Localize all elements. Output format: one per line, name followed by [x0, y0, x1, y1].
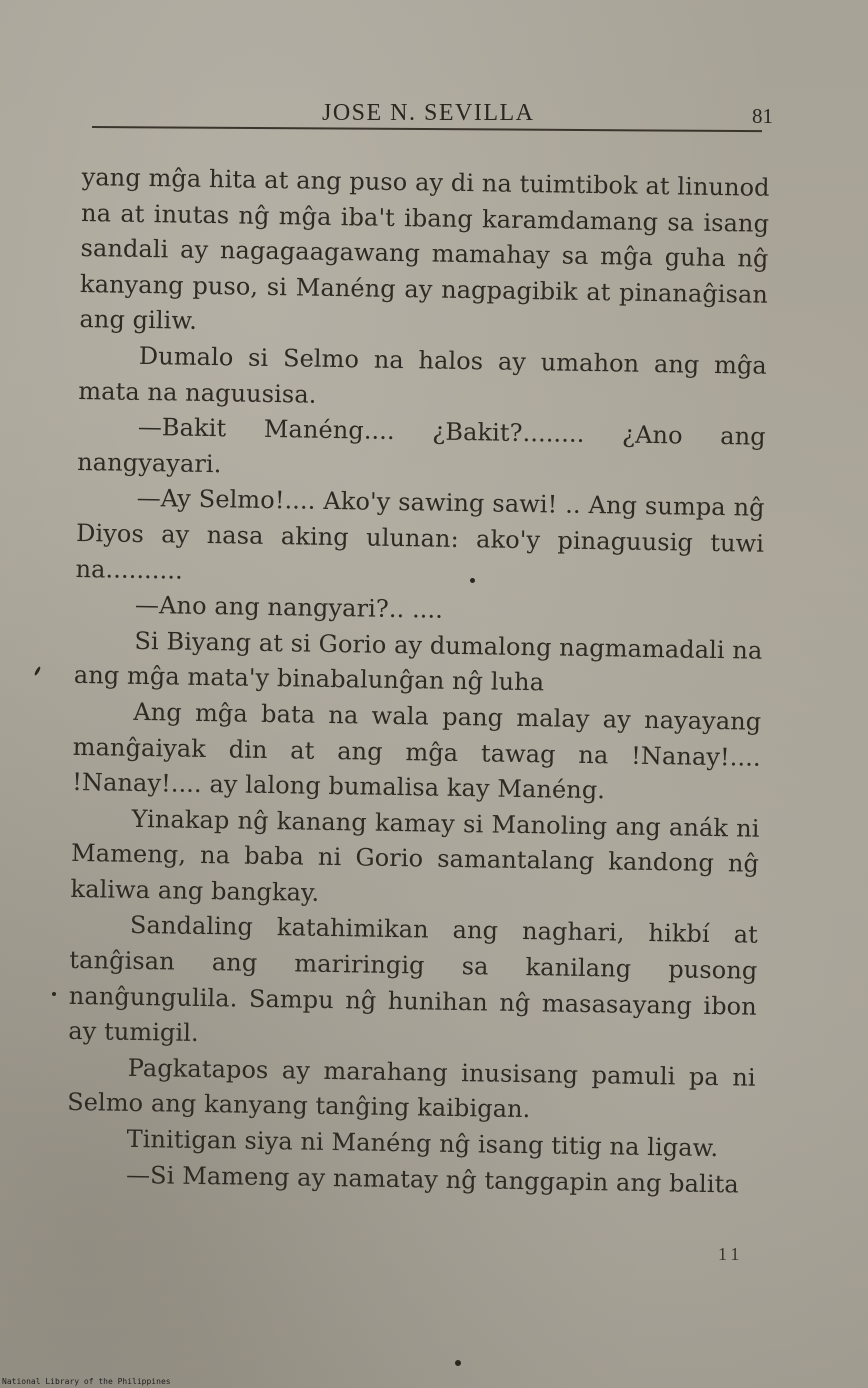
paragraph: —Ay Selmo!.... Ako'y sawing sawi! .. Ang sumpa nĝ Diyos ay nasa aking ulunan: ako'y pinaguusig tuwi na.......... [75, 484, 765, 585]
body-text [66, 160, 770, 1203]
paragraph: —Si Mameng ay namatay nĝ tanggapin ang balita [125, 1160, 739, 1199]
ink-speck [455, 1360, 461, 1366]
paragraph: Tinitigan siya ni Manéng nĝ isang titig na ligaw. [126, 1124, 719, 1163]
ink-speck [470, 578, 475, 583]
signature-mark: 11 [718, 1244, 744, 1264]
paragraph: yang mĝa hita at ang puso ay di na tuimtibok at linunod na at inutas nĝ mĝa iba't ibang karamdamang sa isang sandali ay nagagaagawang mamahay sa mĝa guha nĝ kanyang puso, si Manéng ay nagpagibik at pinanaĝisan ang giliw. [79, 162, 770, 336]
paragraph: Ang mĝa bata na wala pang malay ay nayayang manĝaiyak din at ang mĝa tawag na !Nanay!.... !Nanay!.... ay lalong bumalisa kay Manéng. [72, 697, 762, 805]
paragraph: —Bakit Manéng.... ¿Bakit?........ ¿Ano ang nangyayari. [77, 413, 766, 478]
ink-speck [34, 666, 42, 676]
running-head [0, 100, 868, 140]
paragraph: Sandaling katahimikan ang naghari, hikbí at tanĝisan ang mariringig sa kanilang pusong nanĝungulila. Sampu nĝ hunihan nĝ masasayang ibon ay tumigil. [68, 911, 759, 1048]
paragraph: Yinakap nĝ kanang kamay si Manoling ang anák ni Mameng, na baba ni Gorio samantalang kandong nĝ kaliwa ang bangkay. [70, 804, 760, 907]
paragraph: Si Biyang at si Gorio ay dumalong nagmamadali na ang mĝa mata'y binabalunĝan nĝ luha [73, 626, 763, 697]
footer-credit: National Library of the Philippines [2, 1377, 171, 1386]
paragraph: —Ano ang nangyari?.. .... [134, 591, 444, 624]
ink-speck [52, 992, 56, 996]
paragraph: Dumalo si Selmo na halos ay umahon ang mĝa mata na naguusisa. [78, 341, 768, 409]
paragraph: Pagkatapos ay marahang inusisang pamuli pa ni Selmo ang kanyang tanĝing kaibigan. [66, 1053, 756, 1124]
running-head-author: JOSE N. SEVILLA [322, 100, 535, 126]
page-number: 81 [752, 104, 773, 128]
